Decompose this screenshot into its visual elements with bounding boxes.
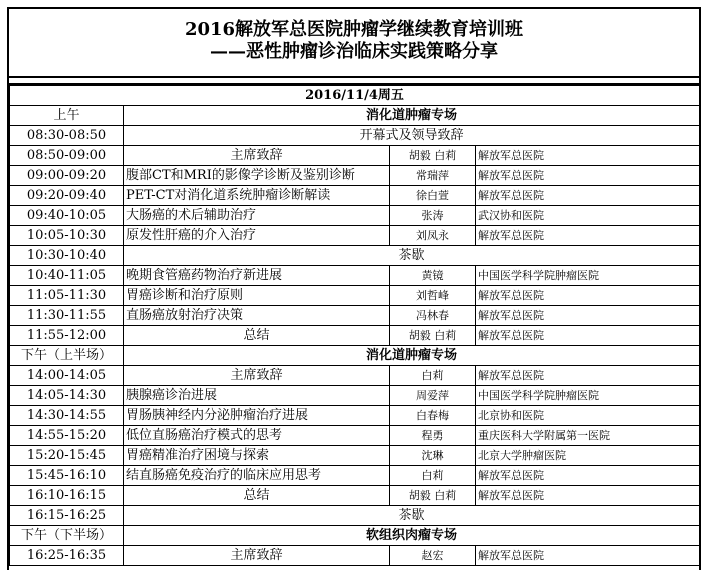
time-slot: 09:20-09:40 (10, 186, 124, 206)
speaker-name: 胡毅 白莉 (390, 486, 476, 506)
session-topic: 主席致辞 (124, 146, 390, 166)
speaker-name: 白莉 (390, 466, 476, 486)
session-topic: 胰腺癌诊治进展 (124, 386, 390, 406)
session-topic: 腹部CT和MRI的影像学诊断及鉴别诊断 (124, 166, 390, 186)
time-slot: 10:40-11:05 (10, 266, 124, 286)
speaker-name: 赵宏 (390, 546, 476, 566)
time-slot: 11:30-11:55 (10, 306, 124, 326)
time-slot: 14:55-15:20 (10, 426, 124, 446)
schedule-row (10, 126, 700, 146)
session-label: 下午（下半场） (10, 526, 124, 546)
speaker-name: 白莉 (390, 366, 476, 386)
session-topic: 晚期食管癌药物治疗新进展 (124, 266, 390, 286)
session-header-row (10, 526, 700, 546)
page-title: 2016解放军总医院肿瘤学继续教育培训班 (184, 19, 524, 40)
institution-name: 北京协和医院 (476, 406, 700, 426)
session-topic: 主席致辞 (124, 546, 390, 566)
session-topic: 主席致辞 (124, 366, 390, 386)
session-topic: 总结 (124, 486, 390, 506)
institution-name: 解放军总医院 (476, 306, 700, 326)
institution-name: 解放军总医院 (476, 286, 700, 306)
title-block (9, 9, 699, 78)
break-label: 茶歇 (124, 506, 700, 526)
schedule-row (10, 486, 700, 506)
time-slot: 09:40-10:05 (10, 206, 124, 226)
time-slot: 10:05-10:30 (10, 226, 124, 246)
schedule-row (10, 426, 700, 446)
schedule-row (10, 546, 700, 566)
break-label: 茶歇 (124, 246, 700, 266)
speaker-name: 徐白萱 (390, 186, 476, 206)
session-topic: 结直肠癌免疫治疗的临床应用思考 (124, 466, 390, 486)
schedule-row (10, 206, 700, 226)
speaker-name: 程勇 (390, 426, 476, 446)
institution-name: 解放军总医院 (476, 226, 700, 246)
schedule-sheet (7, 7, 701, 570)
schedule-row (10, 306, 700, 326)
session-topic: 直肠癌放射治疗决策 (124, 306, 390, 326)
time-slot: 15:20-15:45 (10, 446, 124, 466)
session-topic: 胃癌精准治疗困境与探索 (124, 446, 390, 466)
time-slot: 14:00-14:05 (10, 366, 124, 386)
time-slot: 16:15-16:25 (10, 506, 124, 526)
institution-name: 解放军总医院 (476, 546, 700, 566)
speaker-name: 黄镜 (390, 266, 476, 286)
date-row (10, 86, 700, 106)
institution-name: 解放军总医院 (476, 166, 700, 186)
session-topic: 胃肠胰神经内分泌肿瘤治疗进展 (124, 406, 390, 426)
session-topic: 大肠癌的术后辅助治疗 (124, 206, 390, 226)
time-slot: 11:05-11:30 (10, 286, 124, 306)
time-slot: 09:00-09:20 (10, 166, 124, 186)
page-subtitle: ——恶性肿瘤诊治临床实践策略分享 (210, 41, 498, 62)
schedule-table (9, 85, 700, 566)
title-gap (9, 78, 699, 85)
institution-name: 中国医学科学院肿瘤医院 (476, 266, 700, 286)
session-topic: PET-CT对消化道系统肿瘤诊断解读 (124, 186, 390, 206)
institution-name: 重庆医科大学附属第一医院 (476, 426, 700, 446)
schedule-row (10, 266, 700, 286)
time-slot: 10:30-10:40 (10, 246, 124, 266)
institution-name: 武汉协和医院 (476, 206, 700, 226)
speaker-name: 周爱萍 (390, 386, 476, 406)
session-label: 上午 (10, 106, 124, 126)
speaker-name: 沈琳 (390, 446, 476, 466)
speaker-name: 刘哲峰 (390, 286, 476, 306)
session-topic: 总结 (124, 326, 390, 346)
schedule-row (10, 146, 700, 166)
institution-name: 解放军总医院 (476, 146, 700, 166)
time-slot: 08:30-08:50 (10, 126, 124, 146)
session-name: 软组织肉瘤专场 (124, 526, 700, 546)
institution-name: 中国医学科学院肿瘤医院 (476, 386, 700, 406)
institution-name: 解放军总医院 (476, 366, 700, 386)
schedule-row (10, 386, 700, 406)
schedule-row (10, 326, 700, 346)
session-header-row (10, 106, 700, 126)
institution-name: 解放军总医院 (476, 186, 700, 206)
session-name: 消化道肿瘤专场 (124, 106, 700, 126)
speaker-name: 张涛 (390, 206, 476, 226)
date-cell: 2016/11/4周五 (10, 86, 700, 106)
session-topic: 原发性肝癌的介入治疗 (124, 226, 390, 246)
schedule-row (10, 166, 700, 186)
session-header-row (10, 346, 700, 366)
speaker-name: 常瑞萍 (390, 166, 476, 186)
institution-name: 北京大学肿瘤医院 (476, 446, 700, 466)
schedule-row (10, 506, 700, 526)
schedule-row (10, 186, 700, 206)
time-slot: 08:50-09:00 (10, 146, 124, 166)
speaker-name: 冯林春 (390, 306, 476, 326)
session-topic: 胃癌诊断和治疗原则 (124, 286, 390, 306)
time-slot: 11:55-12:00 (10, 326, 124, 346)
speaker-name: 刘凤永 (390, 226, 476, 246)
speaker-name: 胡毅 白莉 (390, 146, 476, 166)
schedule-row (10, 366, 700, 386)
institution-name: 解放军总医院 (476, 466, 700, 486)
schedule-body (10, 86, 700, 566)
schedule-row (10, 226, 700, 246)
speaker-name: 胡毅 白莉 (390, 326, 476, 346)
time-slot: 16:10-16:15 (10, 486, 124, 506)
speaker-name: 白春梅 (390, 406, 476, 426)
session-topic: 低位直肠癌治疗模式的思考 (124, 426, 390, 446)
time-slot: 14:05-14:30 (10, 386, 124, 406)
schedule-row (10, 446, 700, 466)
time-slot: 14:30-14:55 (10, 406, 124, 426)
schedule-row (10, 466, 700, 486)
time-slot: 16:25-16:35 (10, 546, 124, 566)
session-topic: 开幕式及领导致辞 (124, 126, 700, 146)
institution-name: 解放军总医院 (476, 486, 700, 506)
schedule-row (10, 286, 700, 306)
institution-name: 解放军总医院 (476, 326, 700, 346)
session-name: 消化道肿瘤专场 (124, 346, 700, 366)
time-slot: 15:45-16:10 (10, 466, 124, 486)
schedule-row (10, 246, 700, 266)
session-label: 下午（上半场） (10, 346, 124, 366)
schedule-row (10, 406, 700, 426)
